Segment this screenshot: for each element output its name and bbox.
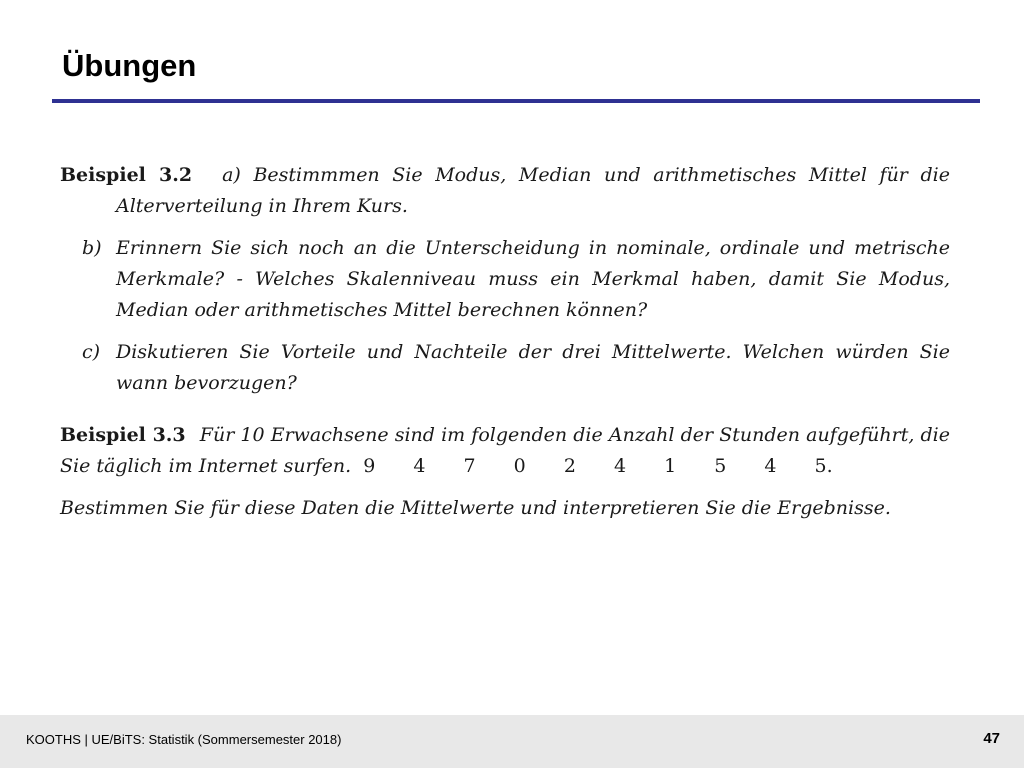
- beispiel-3-3: [60, 420, 950, 482]
- data-value: 2: [563, 455, 576, 477]
- beispiel-3-2-b-marker: b): [82, 237, 102, 259]
- data-value: 9: [363, 455, 376, 477]
- slide-title: Übungen: [62, 48, 197, 83]
- page-number: 47: [983, 730, 1000, 747]
- beispiel-3-2-part-b: [60, 233, 950, 326]
- data-value: 5.: [814, 455, 833, 477]
- beispiel-3-3-label: Beispiel 3.3: [60, 424, 186, 446]
- data-value: 4: [413, 455, 426, 477]
- title-underline: [52, 99, 980, 103]
- beispiel-3-2-c-text: Diskutieren Sie Vorteile und Nachteile der drei Mittelwerte. Welchen würden Sie wann bevorzugen?: [116, 341, 950, 394]
- data-value: 1: [664, 455, 677, 477]
- beispiel-3-2-label: Beispiel 3.2: [60, 164, 193, 186]
- beispiel-3-2-a-text: Bestimmmen Sie Modus, Median und arithmetisches Mittel für die Alterverteilung in Ihrem Kurs.: [116, 164, 950, 217]
- data-value: 4: [613, 455, 627, 477]
- beispiel-3-2-c-marker: c): [82, 341, 101, 363]
- beispiel-3-2-part-a: [60, 160, 950, 222]
- footer-source: KOOTHS | UE/BiTS: Statistik (Sommersemester 2018): [26, 732, 342, 747]
- data-value: 0: [513, 455, 526, 477]
- beispiel-3-2-b-text: Erinnern Sie sich noch an die Unterscheidung in nominale, ordinale und metrische Merkmale? - Welches Skalenniveau muss ein Merkmal haben, damit Sie Modus, Median oder arithmetisches Mittel berechnen können?: [116, 237, 950, 321]
- data-value: 5: [714, 455, 727, 477]
- data-value: 7: [463, 455, 476, 477]
- footer-bar: [0, 715, 1024, 768]
- beispiel-3-3-text: Für 10 Erwachsene sind im folgenden die Anzahl der Stunden aufgeführt, die Sie täglich im Internet surfen.: [60, 424, 950, 477]
- data-value: 4: [764, 455, 777, 477]
- beispiel-3-3-instruction: Bestimmen Sie für diese Daten die Mittelwerte und interpretieren Sie die Ergebnisse.: [60, 497, 891, 519]
- beispiel-3-2-a-marker: a): [222, 164, 241, 186]
- exercise-content: [60, 160, 950, 524]
- beispiel-3-3-data-values: [363, 455, 846, 477]
- beispiel-3-2-part-c: [60, 337, 950, 399]
